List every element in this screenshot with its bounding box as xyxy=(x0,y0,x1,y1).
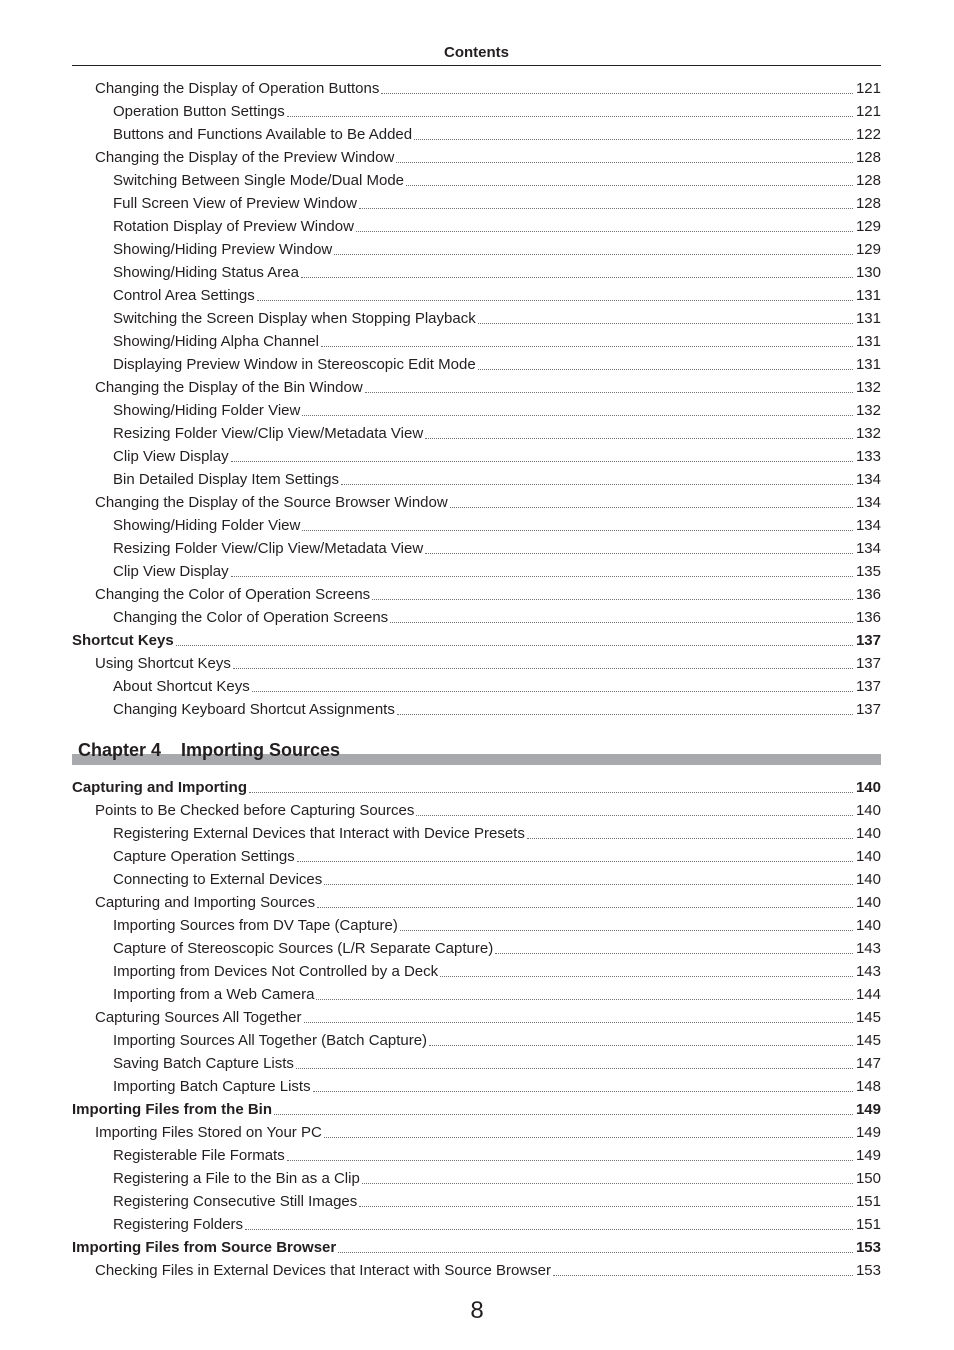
toc-entry-page: 137 xyxy=(855,678,881,695)
toc-entry[interactable] xyxy=(72,167,881,190)
toc-entry[interactable] xyxy=(72,374,881,397)
toc-leader-dots xyxy=(372,598,853,600)
toc-list-top xyxy=(72,75,881,719)
toc-entry-page: 132 xyxy=(855,402,881,419)
toc-entry-page: 128 xyxy=(855,149,881,166)
toc-entry-title: Registering Consecutive Still Images xyxy=(113,1193,358,1210)
toc-entry[interactable] xyxy=(72,604,881,627)
toc-entry-title: Showing/Hiding Folder View xyxy=(113,517,301,534)
toc-entry-page: 140 xyxy=(855,779,881,796)
page-header-title: Contents xyxy=(72,44,881,66)
chapter-heading-text xyxy=(78,738,340,762)
toc-entry-page: 121 xyxy=(855,103,881,120)
toc-entry-page: 140 xyxy=(855,848,881,865)
toc-entry-page: 132 xyxy=(855,425,881,442)
toc-leader-dots xyxy=(304,1021,853,1023)
toc-entry-page: 150 xyxy=(855,1170,881,1187)
toc-leader-dots xyxy=(553,1274,853,1276)
toc-entry-title: Using Shortcut Keys xyxy=(95,655,231,672)
toc-entry-page: 151 xyxy=(855,1193,881,1210)
toc-entry-title: Capture of Stereoscopic Sources (L/R Separate Capture) xyxy=(113,940,494,957)
toc-entry-title: Importing from a Web Camera xyxy=(113,986,315,1003)
toc-leader-dots xyxy=(429,1044,853,1046)
toc-entry[interactable] xyxy=(72,981,881,1004)
toc-entry-title: Buttons and Functions Available to Be Added xyxy=(113,126,413,143)
toc-entry-page: 145 xyxy=(855,1032,881,1049)
toc-entry-page: 134 xyxy=(855,494,881,511)
toc-entry-page: 129 xyxy=(855,218,881,235)
toc-entry-title: Full Screen View of Preview Window xyxy=(113,195,357,212)
toc-entry-title: Showing/Hiding Status Area xyxy=(113,264,299,281)
toc-entry[interactable] xyxy=(72,98,881,121)
toc-entry[interactable] xyxy=(72,774,881,797)
toc-entry-title: Showing/Hiding Folder View xyxy=(113,402,301,419)
toc-leader-dots xyxy=(176,644,853,646)
toc-entry[interactable] xyxy=(72,190,881,213)
toc-entry-title: Changing the Color of Operation Screens xyxy=(113,609,389,626)
toc-entry[interactable] xyxy=(72,650,881,673)
toc-entry-page: 131 xyxy=(855,287,881,304)
toc-entry[interactable] xyxy=(72,489,881,512)
toc-entry[interactable] xyxy=(72,627,881,650)
toc-entry-title: Importing Files Stored on Your PC xyxy=(95,1124,322,1141)
toc-entry-page: 128 xyxy=(855,195,881,212)
toc-entry-page: 140 xyxy=(855,802,881,819)
toc-entry-page: 153 xyxy=(855,1262,881,1279)
toc-entry-page: 149 xyxy=(855,1124,881,1141)
toc-entry-page: 145 xyxy=(855,1009,881,1026)
toc-entry[interactable] xyxy=(72,958,881,981)
toc-entry-title: Capture Operation Settings xyxy=(113,848,295,865)
toc-entry-page: 137 xyxy=(855,655,881,672)
toc-entry-title: Bin Detailed Display Item Settings xyxy=(113,471,339,488)
toc-entry-title: Operation Button Settings xyxy=(113,103,285,120)
toc-entry-page: 134 xyxy=(855,471,881,488)
toc-entry-title: Displaying Preview Window in Stereoscopic Edit Mode xyxy=(113,356,476,373)
toc-entry-title: Importing Files from Source Browser xyxy=(72,1239,337,1256)
toc-entry[interactable] xyxy=(72,1004,881,1027)
toc-entry-title: Changing the Display of the Bin Window xyxy=(95,379,363,396)
toc-entry-page: 133 xyxy=(855,448,881,465)
toc-entry-title: Importing from Devices Not Controlled by a Deck xyxy=(113,963,439,980)
toc-entry-title: Capturing and Importing xyxy=(72,779,247,796)
toc-entry-page: 140 xyxy=(855,917,881,934)
toc-entry[interactable] xyxy=(72,1188,881,1211)
toc-leader-dots xyxy=(440,975,853,977)
toc-entry-title: Connecting to External Devices xyxy=(113,871,323,888)
toc-leader-dots xyxy=(390,621,853,623)
toc-entry-title: Capturing Sources All Together xyxy=(95,1009,302,1026)
toc-entry[interactable] xyxy=(72,1027,881,1050)
chapter-heading xyxy=(72,738,881,765)
toc-leader-dots xyxy=(362,1182,853,1184)
toc-leader-dots xyxy=(341,483,853,485)
toc-entry-page: 151 xyxy=(855,1216,881,1233)
toc-list-bottom xyxy=(72,774,881,1280)
toc-entry-page: 144 xyxy=(855,986,881,1003)
toc-leader-dots xyxy=(359,1205,853,1207)
toc-entry[interactable] xyxy=(72,820,881,843)
toc-leader-dots xyxy=(287,1159,853,1161)
toc-entry-page: 148 xyxy=(855,1078,881,1095)
toc-leader-dots xyxy=(396,161,853,163)
toc-leader-dots xyxy=(365,391,853,393)
toc-entry-title: Showing/Hiding Preview Window xyxy=(113,241,333,258)
chapter-title: Importing Sources xyxy=(181,740,341,760)
chapter-number: Chapter 4 xyxy=(78,740,162,760)
toc-entry-page: 128 xyxy=(855,172,881,189)
toc-entry-title: Changing Keyboard Shortcut Assignments xyxy=(113,701,395,718)
toc-entry[interactable] xyxy=(72,889,881,912)
toc-entry-page: 147 xyxy=(855,1055,881,1072)
toc-leader-dots xyxy=(316,998,853,1000)
toc-entry[interactable] xyxy=(72,1073,881,1096)
toc-leader-dots xyxy=(406,184,853,186)
toc-entry-page: 135 xyxy=(855,563,881,580)
toc-entry-page: 122 xyxy=(855,126,881,143)
toc-entry-page: 137 xyxy=(855,701,881,718)
toc-entry-title: Changing the Display of Operation Buttons xyxy=(95,80,380,97)
toc-entry-page: 140 xyxy=(855,871,881,888)
toc-entry-page: 153 xyxy=(855,1239,881,1256)
toc-entry-page: 149 xyxy=(855,1147,881,1164)
toc-leader-dots xyxy=(252,690,853,692)
toc-leader-dots xyxy=(233,667,853,669)
toc-entry-title: Importing Batch Capture Lists xyxy=(113,1078,311,1095)
toc-leader-dots xyxy=(338,1251,853,1253)
toc-entry-page: 132 xyxy=(855,379,881,396)
toc-entry-page: 134 xyxy=(855,540,881,557)
toc-leader-dots xyxy=(321,345,853,347)
toc-entry-title: Checking Files in External Devices that Interact with Source Browser xyxy=(95,1262,552,1279)
toc-entry[interactable] xyxy=(72,581,881,604)
toc-entry[interactable] xyxy=(72,1257,881,1280)
toc-entry[interactable] xyxy=(72,144,881,167)
toc-entry[interactable] xyxy=(72,843,881,866)
toc-entry[interactable] xyxy=(72,75,881,98)
toc-leader-dots xyxy=(296,1067,853,1069)
toc-entry-title: Points to Be Checked before Capturing Sources xyxy=(95,802,415,819)
toc-entry-title: Importing Sources All Together (Batch Capture) xyxy=(113,1032,428,1049)
toc-entry[interactable] xyxy=(72,866,881,889)
toc-entry-title: Capturing and Importing Sources xyxy=(95,894,316,911)
toc-entry-title: Changing the Display of the Preview Window xyxy=(95,149,395,166)
toc-entry[interactable] xyxy=(72,558,881,581)
toc-entry-title: Switching Between Single Mode/Dual Mode xyxy=(113,172,404,189)
toc-entry-title: Clip View Display xyxy=(113,448,229,465)
toc-entry-title: Registering Folders xyxy=(113,1216,244,1233)
toc-entry[interactable] xyxy=(72,935,881,958)
toc-leader-dots xyxy=(527,837,853,839)
toc-entry-page: 143 xyxy=(855,940,881,957)
toc-leader-dots xyxy=(302,529,853,531)
toc-leader-dots xyxy=(425,552,853,554)
toc-leader-dots xyxy=(274,1113,853,1115)
toc-entry-title: Changing the Color of Operation Screens xyxy=(95,586,371,603)
toc-entry[interactable] xyxy=(72,1211,881,1234)
toc-leader-dots xyxy=(302,414,853,416)
page-number: 8 xyxy=(470,1297,484,1324)
toc-entry-title: Importing Files from the Bin xyxy=(72,1101,273,1118)
toc-leader-dots xyxy=(249,791,853,793)
toc-leader-dots xyxy=(416,814,853,816)
toc-entry-page: 131 xyxy=(855,333,881,350)
toc-entry[interactable] xyxy=(72,1119,881,1142)
toc-entry-title: Showing/Hiding Alpha Channel xyxy=(113,333,319,350)
toc-leader-dots xyxy=(297,860,853,862)
toc-entry[interactable] xyxy=(72,1050,881,1073)
toc-leader-dots xyxy=(478,322,853,324)
toc-entry[interactable] xyxy=(72,282,881,305)
toc-entry-page: 140 xyxy=(855,894,881,911)
toc-entry-page: 131 xyxy=(855,356,881,373)
toc-entry[interactable] xyxy=(72,328,881,351)
toc-leader-dots xyxy=(231,460,853,462)
toc-entry-page: 140 xyxy=(855,825,881,842)
toc-entry-title: Registering External Devices that Interact with Device Presets xyxy=(113,825,525,842)
toc-leader-dots xyxy=(359,207,853,209)
toc-leader-dots xyxy=(478,368,853,370)
toc-leader-dots xyxy=(245,1228,853,1230)
toc-leader-dots xyxy=(414,138,853,140)
toc-leader-dots xyxy=(287,115,853,117)
toc-entry-title: Resizing Folder View/Clip View/Metadata View xyxy=(113,425,424,442)
toc-leader-dots xyxy=(313,1090,853,1092)
toc-entry-page: 137 xyxy=(855,632,881,649)
toc-entry-page: 131 xyxy=(855,310,881,327)
toc-leader-dots xyxy=(450,506,853,508)
toc-leader-dots xyxy=(425,437,853,439)
toc-leader-dots xyxy=(400,929,853,931)
toc-entry[interactable] xyxy=(72,121,881,144)
toc-entry-page: 149 xyxy=(855,1101,881,1118)
toc-entry[interactable] xyxy=(72,912,881,935)
toc-entry-title: Resizing Folder View/Clip View/Metadata View xyxy=(113,540,424,557)
toc-entry-title: Importing Sources from DV Tape (Capture) xyxy=(113,917,398,934)
toc-entry-title: Switching the Screen Display when Stopping Playback xyxy=(113,310,476,327)
toc-leader-dots xyxy=(356,230,853,232)
toc-entry-title: Saving Batch Capture Lists xyxy=(113,1055,294,1072)
toc-leader-dots xyxy=(301,276,853,278)
toc-entry-page: 136 xyxy=(855,586,881,603)
toc-entry[interactable] xyxy=(72,466,881,489)
toc-entry[interactable] xyxy=(72,1096,881,1119)
toc-entry-title: About Shortcut Keys xyxy=(113,678,250,695)
toc-entry-page: 134 xyxy=(855,517,881,534)
toc-entry-title: Registerable File Formats xyxy=(113,1147,285,1164)
toc-leader-dots xyxy=(381,92,853,94)
toc-leader-dots xyxy=(324,1136,853,1138)
toc-entry[interactable] xyxy=(72,512,881,535)
toc-entry-title: Clip View Display xyxy=(113,563,229,580)
toc-entry-title: Shortcut Keys xyxy=(72,632,174,649)
toc-leader-dots xyxy=(257,299,853,301)
toc-entry[interactable] xyxy=(72,420,881,443)
toc-entry[interactable] xyxy=(72,797,881,820)
toc-entry-title: Changing the Display of the Source Browser Window xyxy=(95,494,448,511)
toc-leader-dots xyxy=(397,713,853,715)
toc-entry[interactable] xyxy=(72,443,881,466)
toc-entry[interactable] xyxy=(72,259,881,282)
toc-entry[interactable] xyxy=(72,696,881,719)
toc-entry[interactable] xyxy=(72,535,881,558)
toc-entry-page: 143 xyxy=(855,963,881,980)
toc-entry[interactable] xyxy=(72,397,881,420)
toc-entry[interactable] xyxy=(72,1165,881,1188)
toc-entry-title: Control Area Settings xyxy=(113,287,255,304)
toc-entry-page: 136 xyxy=(855,609,881,626)
toc-entry[interactable] xyxy=(72,351,881,374)
toc-leader-dots xyxy=(334,253,853,255)
toc-entry-title: Rotation Display of Preview Window xyxy=(113,218,354,235)
toc-leader-dots xyxy=(495,952,853,954)
toc-entry[interactable] xyxy=(72,236,881,259)
toc-entry[interactable] xyxy=(72,673,881,696)
toc-entry[interactable] xyxy=(72,1142,881,1165)
toc-entry[interactable] xyxy=(72,213,881,236)
toc-entry-page: 121 xyxy=(855,80,881,97)
toc-entry-title: Registering a File to the Bin as a Clip xyxy=(113,1170,360,1187)
toc-entry[interactable] xyxy=(72,1234,881,1257)
toc-entry-page: 129 xyxy=(855,241,881,258)
toc-leader-dots xyxy=(317,906,853,908)
toc-leader-dots xyxy=(324,883,853,885)
toc-entry[interactable] xyxy=(72,305,881,328)
toc-entry-page: 130 xyxy=(855,264,881,281)
toc-leader-dots xyxy=(231,575,853,577)
